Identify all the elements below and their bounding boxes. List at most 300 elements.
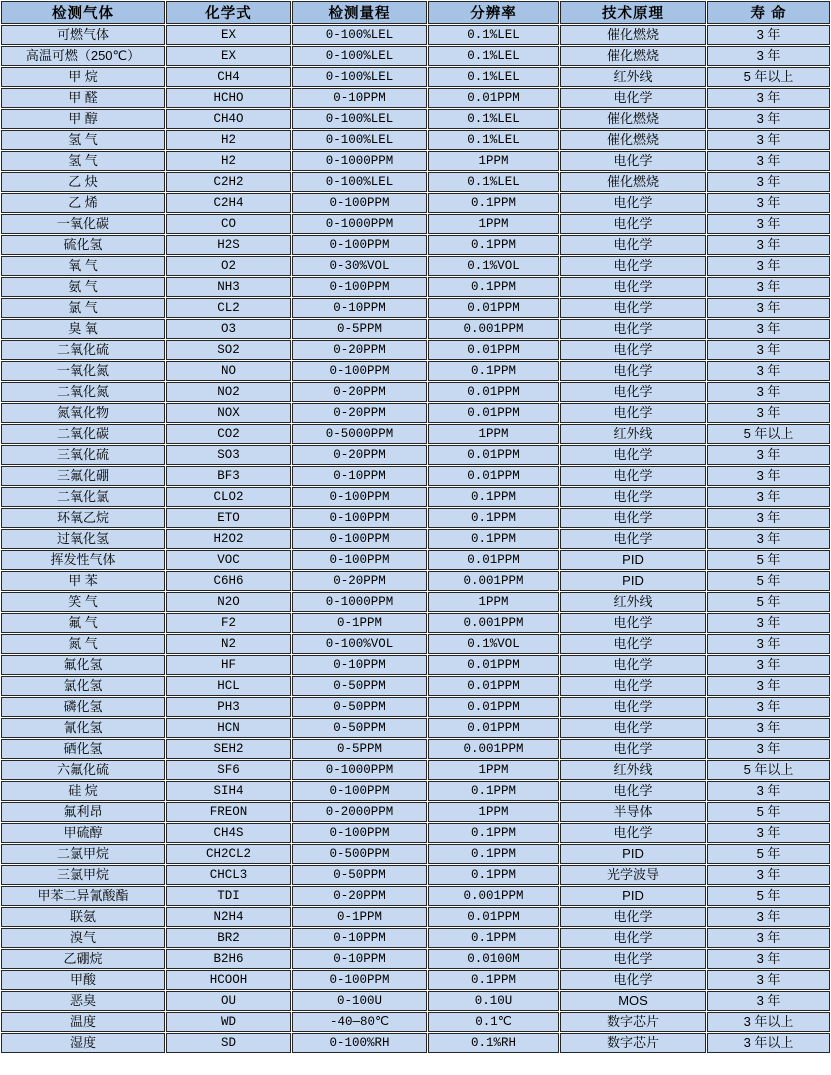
cell-resolution: 0.001PPM [428,571,559,591]
cell-range: 0-10PPM [292,949,427,969]
table-row [1,991,830,1011]
cell-range: 0-1000PPM [292,760,427,780]
cell-range: 0-1000PPM [292,151,427,171]
cell-formula: PH3 [166,697,291,717]
cell-lifespan: 3 年 [707,865,830,885]
cell-resolution: 0.1PPM [428,508,559,528]
cell-lifespan: 3 年 [707,151,830,171]
header-cell-range: 检测量程 [292,1,427,24]
table-row [1,886,830,906]
cell-principle: 半导体 [560,802,706,822]
cell-lifespan: 3 年 [707,970,830,990]
cell-range: 0-10PPM [292,466,427,486]
table-row [1,46,830,66]
cell-principle: 电化学 [560,277,706,297]
cell-gas: 臭 氧 [1,319,165,339]
cell-range: 0-20PPM [292,886,427,906]
cell-range: 0-5PPM [292,319,427,339]
table-row [1,823,830,843]
cell-gas: 甲 醇 [1,109,165,129]
cell-formula: NO [166,361,291,381]
cell-lifespan: 5 年 [707,550,830,570]
cell-lifespan: 3 年 [707,172,830,192]
cell-resolution: 0.01PPM [428,298,559,318]
cell-lifespan: 3 年 [707,697,830,717]
header-row [1,1,830,24]
cell-formula: EX [166,25,291,45]
cell-gas: 笑 气 [1,592,165,612]
cell-gas: 氢 气 [1,151,165,171]
cell-principle: 电化学 [560,466,706,486]
table-row [1,151,830,171]
cell-resolution: 0.1PPM [428,193,559,213]
cell-lifespan: 5 年 [707,802,830,822]
cell-range: 0-100%LEL [292,130,427,150]
cell-principle: 电化学 [560,928,706,948]
cell-principle: 电化学 [560,655,706,675]
table-row [1,67,830,87]
table-row [1,277,830,297]
cell-gas: 甲 烷 [1,67,165,87]
table-row [1,487,830,507]
cell-formula: SD [166,1033,291,1053]
cell-lifespan: 3 年 [707,949,830,969]
cell-resolution: 0.01PPM [428,550,559,570]
cell-lifespan: 3 年 [707,508,830,528]
table-row [1,193,830,213]
cell-principle: 电化学 [560,382,706,402]
cell-principle: 电化学 [560,613,706,633]
cell-principle: 电化学 [560,907,706,927]
cell-principle: PID [560,844,706,864]
cell-range: 0-100PPM [292,823,427,843]
cell-resolution: 0.1PPM [428,844,559,864]
cell-formula: EX [166,46,291,66]
cell-formula: F2 [166,613,291,633]
cell-lifespan: 3 年以上 [707,1033,830,1053]
cell-formula: H2S [166,235,291,255]
cell-principle: 催化燃烧 [560,109,706,129]
cell-gas: 氮 气 [1,634,165,654]
cell-gas: 环氧乙烷 [1,508,165,528]
cell-lifespan: 3 年以上 [707,1012,830,1032]
cell-lifespan: 5 年 [707,592,830,612]
cell-principle: 红外线 [560,592,706,612]
cell-gas: 溴气 [1,928,165,948]
cell-formula: HCN [166,718,291,738]
cell-range: 0-1000PPM [292,214,427,234]
cell-lifespan: 3 年 [707,46,830,66]
cell-formula: BR2 [166,928,291,948]
table-row [1,25,830,45]
cell-principle: 电化学 [560,403,706,423]
cell-lifespan: 3 年 [707,487,830,507]
cell-range: 0-10PPM [292,928,427,948]
cell-formula: H2 [166,130,291,150]
cell-formula: SF6 [166,760,291,780]
cell-principle: 催化燃烧 [560,46,706,66]
cell-lifespan: 5 年 [707,571,830,591]
cell-range: 0-20PPM [292,340,427,360]
cell-resolution: 0.1PPM [428,823,559,843]
cell-lifespan: 3 年 [707,214,830,234]
table-row [1,613,830,633]
cell-formula: CO2 [166,424,291,444]
cell-gas: 氰化氢 [1,718,165,738]
cell-gas: 氨 气 [1,277,165,297]
cell-gas: 恶臭 [1,991,165,1011]
table-row [1,697,830,717]
cell-formula: H2 [166,151,291,171]
table-body [1,25,830,1053]
cell-resolution: 0.1℃ [428,1012,559,1032]
cell-principle: 电化学 [560,718,706,738]
cell-lifespan: 3 年 [707,676,830,696]
cell-resolution: 1PPM [428,760,559,780]
cell-gas: 氟化氢 [1,655,165,675]
cell-principle: 电化学 [560,256,706,276]
cell-formula: C6H6 [166,571,291,591]
cell-gas: 乙硼烷 [1,949,165,969]
table-row [1,298,830,318]
cell-resolution: 0.1%LEL [428,130,559,150]
cell-gas: 三氟化硼 [1,466,165,486]
cell-lifespan: 5 年 [707,844,830,864]
cell-gas: 一氧化氮 [1,361,165,381]
table-row [1,1033,830,1053]
cell-formula: H2O2 [166,529,291,549]
cell-principle: PID [560,886,706,906]
cell-principle: 电化学 [560,634,706,654]
cell-formula: HCHO [166,88,291,108]
cell-principle: 催化燃烧 [560,25,706,45]
cell-resolution: 0.10U [428,991,559,1011]
cell-formula: C2H4 [166,193,291,213]
cell-range: 0-100%LEL [292,67,427,87]
cell-lifespan: 3 年 [707,655,830,675]
cell-lifespan: 3 年 [707,130,830,150]
cell-resolution: 0.001PPM [428,739,559,759]
cell-formula: B2H6 [166,949,291,969]
cell-range: 0-100PPM [292,529,427,549]
cell-principle: 数字芯片 [560,1012,706,1032]
cell-range: 0-20PPM [292,403,427,423]
header-cell-lifespan: 寿 命 [707,1,830,24]
cell-formula: BF3 [166,466,291,486]
cell-gas: 甲 苯 [1,571,165,591]
cell-lifespan: 5 年以上 [707,760,830,780]
table-row [1,529,830,549]
cell-range: 0-20PPM [292,382,427,402]
cell-formula: N2O [166,592,291,612]
cell-formula: CHCL3 [166,865,291,885]
cell-gas: 可燃气体 [1,25,165,45]
cell-principle: 数字芯片 [560,1033,706,1053]
table-row [1,865,830,885]
cell-resolution: 0.01PPM [428,655,559,675]
cell-principle: 电化学 [560,235,706,255]
table-row [1,718,830,738]
cell-range: 0-100PPM [292,487,427,507]
header-cell-formula: 化学式 [166,1,291,24]
table-row [1,655,830,675]
cell-resolution: 0.001PPM [428,613,559,633]
cell-principle: 电化学 [560,970,706,990]
cell-lifespan: 3 年 [707,25,830,45]
cell-range: 0-5000PPM [292,424,427,444]
cell-resolution: 0.01PPM [428,88,559,108]
cell-formula: NO2 [166,382,291,402]
cell-range: 0-100PPM [292,550,427,570]
cell-gas: 甲苯二异氰酸酯 [1,886,165,906]
cell-resolution: 1PPM [428,592,559,612]
cell-resolution: 0.01PPM [428,403,559,423]
cell-range: 0-100%LEL [292,25,427,45]
cell-resolution: 0.01PPM [428,907,559,927]
cell-range: 0-50PPM [292,865,427,885]
cell-gas: 三氯甲烷 [1,865,165,885]
cell-resolution: 0.1PPM [428,529,559,549]
cell-lifespan: 3 年 [707,382,830,402]
cell-principle: 电化学 [560,529,706,549]
cell-gas: 联氨 [1,907,165,927]
cell-lifespan: 3 年 [707,466,830,486]
cell-resolution: 1PPM [428,214,559,234]
cell-resolution: 0.1PPM [428,865,559,885]
cell-range: 0-20PPM [292,571,427,591]
cell-resolution: 0.01PPM [428,382,559,402]
cell-range: 0-5PPM [292,739,427,759]
cell-formula: HCOOH [166,970,291,990]
table-row [1,760,830,780]
table-row [1,949,830,969]
table-row [1,256,830,276]
cell-resolution: 0.1PPM [428,781,559,801]
cell-formula: CH4O [166,109,291,129]
cell-resolution: 0.1%LEL [428,109,559,129]
cell-lifespan: 3 年 [707,235,830,255]
table-row [1,235,830,255]
cell-formula: SIH4 [166,781,291,801]
cell-range: 0-100%LEL [292,109,427,129]
cell-gas: 氟 气 [1,613,165,633]
cell-resolution: 0.0100M [428,949,559,969]
cell-principle: 电化学 [560,739,706,759]
table-row [1,403,830,423]
cell-lifespan: 3 年 [707,634,830,654]
cell-principle: MOS [560,991,706,1011]
cell-gas: 挥发性气体 [1,550,165,570]
cell-formula: SO3 [166,445,291,465]
cell-range: 0-20PPM [292,445,427,465]
cell-formula: VOC [166,550,291,570]
cell-lifespan: 3 年 [707,928,830,948]
cell-principle: 催化燃烧 [560,172,706,192]
header-cell-resolution: 分辨率 [428,1,559,24]
cell-resolution: 0.1%LEL [428,46,559,66]
cell-lifespan: 3 年 [707,298,830,318]
cell-formula: CO [166,214,291,234]
cell-gas: 氧 气 [1,256,165,276]
cell-resolution: 0.1PPM [428,928,559,948]
cell-formula: CLO2 [166,487,291,507]
cell-formula: WD [166,1012,291,1032]
cell-lifespan: 3 年 [707,277,830,297]
table-row [1,634,830,654]
cell-gas: 二氯甲烷 [1,844,165,864]
cell-range: 0-100PPM [292,235,427,255]
cell-resolution: 1PPM [428,802,559,822]
cell-lifespan: 3 年 [707,340,830,360]
cell-gas: 六氟化硫 [1,760,165,780]
cell-gas: 二氧化氯 [1,487,165,507]
cell-lifespan: 3 年 [707,739,830,759]
cell-formula: N2 [166,634,291,654]
cell-principle: PID [560,571,706,591]
cell-resolution: 0.1%LEL [428,67,559,87]
cell-gas: 氢 气 [1,130,165,150]
cell-range: 0-1000PPM [292,592,427,612]
table-row [1,571,830,591]
cell-gas: 温度 [1,1012,165,1032]
cell-gas: 过氧化氢 [1,529,165,549]
cell-range: 0-50PPM [292,718,427,738]
cell-principle: 红外线 [560,67,706,87]
cell-principle: 电化学 [560,949,706,969]
cell-gas: 三氧化硫 [1,445,165,465]
cell-range: 0-100PPM [292,781,427,801]
cell-lifespan: 3 年 [707,109,830,129]
cell-gas: 氯化氢 [1,676,165,696]
cell-formula: C2H2 [166,172,291,192]
table-row [1,88,830,108]
cell-principle: 电化学 [560,361,706,381]
cell-resolution: 0.1%VOL [428,256,559,276]
cell-gas: 乙 烯 [1,193,165,213]
cell-formula: SO2 [166,340,291,360]
cell-lifespan: 3 年 [707,88,830,108]
cell-lifespan: 3 年 [707,907,830,927]
table-row [1,928,830,948]
cell-gas: 硫化氢 [1,235,165,255]
table-row [1,361,830,381]
cell-range: -40—80℃ [292,1012,427,1032]
table-row [1,739,830,759]
cell-principle: 电化学 [560,781,706,801]
table-row [1,802,830,822]
cell-principle: 电化学 [560,151,706,171]
cell-gas: 二氧化硫 [1,340,165,360]
cell-range: 0-10PPM [292,655,427,675]
cell-lifespan: 3 年 [707,319,830,339]
cell-resolution: 0.001PPM [428,319,559,339]
cell-principle: 电化学 [560,319,706,339]
cell-gas: 硒化氢 [1,739,165,759]
cell-range: 0-10PPM [292,88,427,108]
cell-lifespan: 5 年以上 [707,424,830,444]
cell-gas: 二氧化氮 [1,382,165,402]
cell-lifespan: 3 年 [707,256,830,276]
table-row [1,214,830,234]
cell-lifespan: 5 年 [707,886,830,906]
table-row [1,781,830,801]
cell-formula: HCL [166,676,291,696]
cell-formula: CL2 [166,298,291,318]
cell-resolution: 0.1PPM [428,487,559,507]
cell-range: 0-30%VOL [292,256,427,276]
cell-range: 0-100%LEL [292,46,427,66]
cell-resolution: 0.1PPM [428,361,559,381]
cell-range: 0-100%VOL [292,634,427,654]
cell-resolution: 0.01PPM [428,445,559,465]
cell-gas: 甲 醛 [1,88,165,108]
cell-principle: 电化学 [560,88,706,108]
cell-lifespan: 3 年 [707,823,830,843]
cell-range: 0-100PPM [292,508,427,528]
cell-lifespan: 3 年 [707,445,830,465]
cell-resolution: 0.01PPM [428,340,559,360]
cell-gas: 甲酸 [1,970,165,990]
table-row [1,172,830,192]
cell-gas: 氮氧化物 [1,403,165,423]
cell-range: 0-100%RH [292,1033,427,1053]
cell-lifespan: 3 年 [707,403,830,423]
table-row [1,907,830,927]
cell-gas: 甲硫醇 [1,823,165,843]
cell-lifespan: 3 年 [707,613,830,633]
cell-principle: 红外线 [560,424,706,444]
cell-resolution: 0.1PPM [428,970,559,990]
table-row [1,592,830,612]
cell-lifespan: 3 年 [707,361,830,381]
cell-gas: 氟利昂 [1,802,165,822]
table-row [1,130,830,150]
cell-lifespan: 5 年以上 [707,67,830,87]
table-row [1,466,830,486]
table-row [1,319,830,339]
cell-principle: 电化学 [560,340,706,360]
cell-formula: O3 [166,319,291,339]
cell-range: 0-1PPM [292,613,427,633]
cell-resolution: 0.1PPM [428,235,559,255]
cell-formula: O2 [166,256,291,276]
cell-range: 0-100PPM [292,277,427,297]
cell-range: 0-100PPM [292,361,427,381]
cell-gas: 一氧化碳 [1,214,165,234]
cell-gas: 湿度 [1,1033,165,1053]
cell-formula: TDI [166,886,291,906]
cell-gas: 二氧化碳 [1,424,165,444]
cell-principle: 催化燃烧 [560,130,706,150]
cell-resolution: 0.1PPM [428,277,559,297]
cell-gas: 高温可燃（250℃） [1,46,165,66]
cell-principle: 电化学 [560,676,706,696]
cell-resolution: 1PPM [428,151,559,171]
cell-gas: 氯 气 [1,298,165,318]
cell-range: 0-100PPM [292,193,427,213]
cell-lifespan: 3 年 [707,529,830,549]
table-row [1,508,830,528]
cell-principle: PID [560,550,706,570]
cell-resolution: 0.01PPM [428,697,559,717]
cell-range: 0-100%LEL [292,172,427,192]
cell-formula: CH4 [166,67,291,87]
table-row [1,445,830,465]
cell-range: 0-50PPM [292,676,427,696]
cell-principle: 光学波导 [560,865,706,885]
table-row [1,109,830,129]
cell-lifespan: 3 年 [707,781,830,801]
